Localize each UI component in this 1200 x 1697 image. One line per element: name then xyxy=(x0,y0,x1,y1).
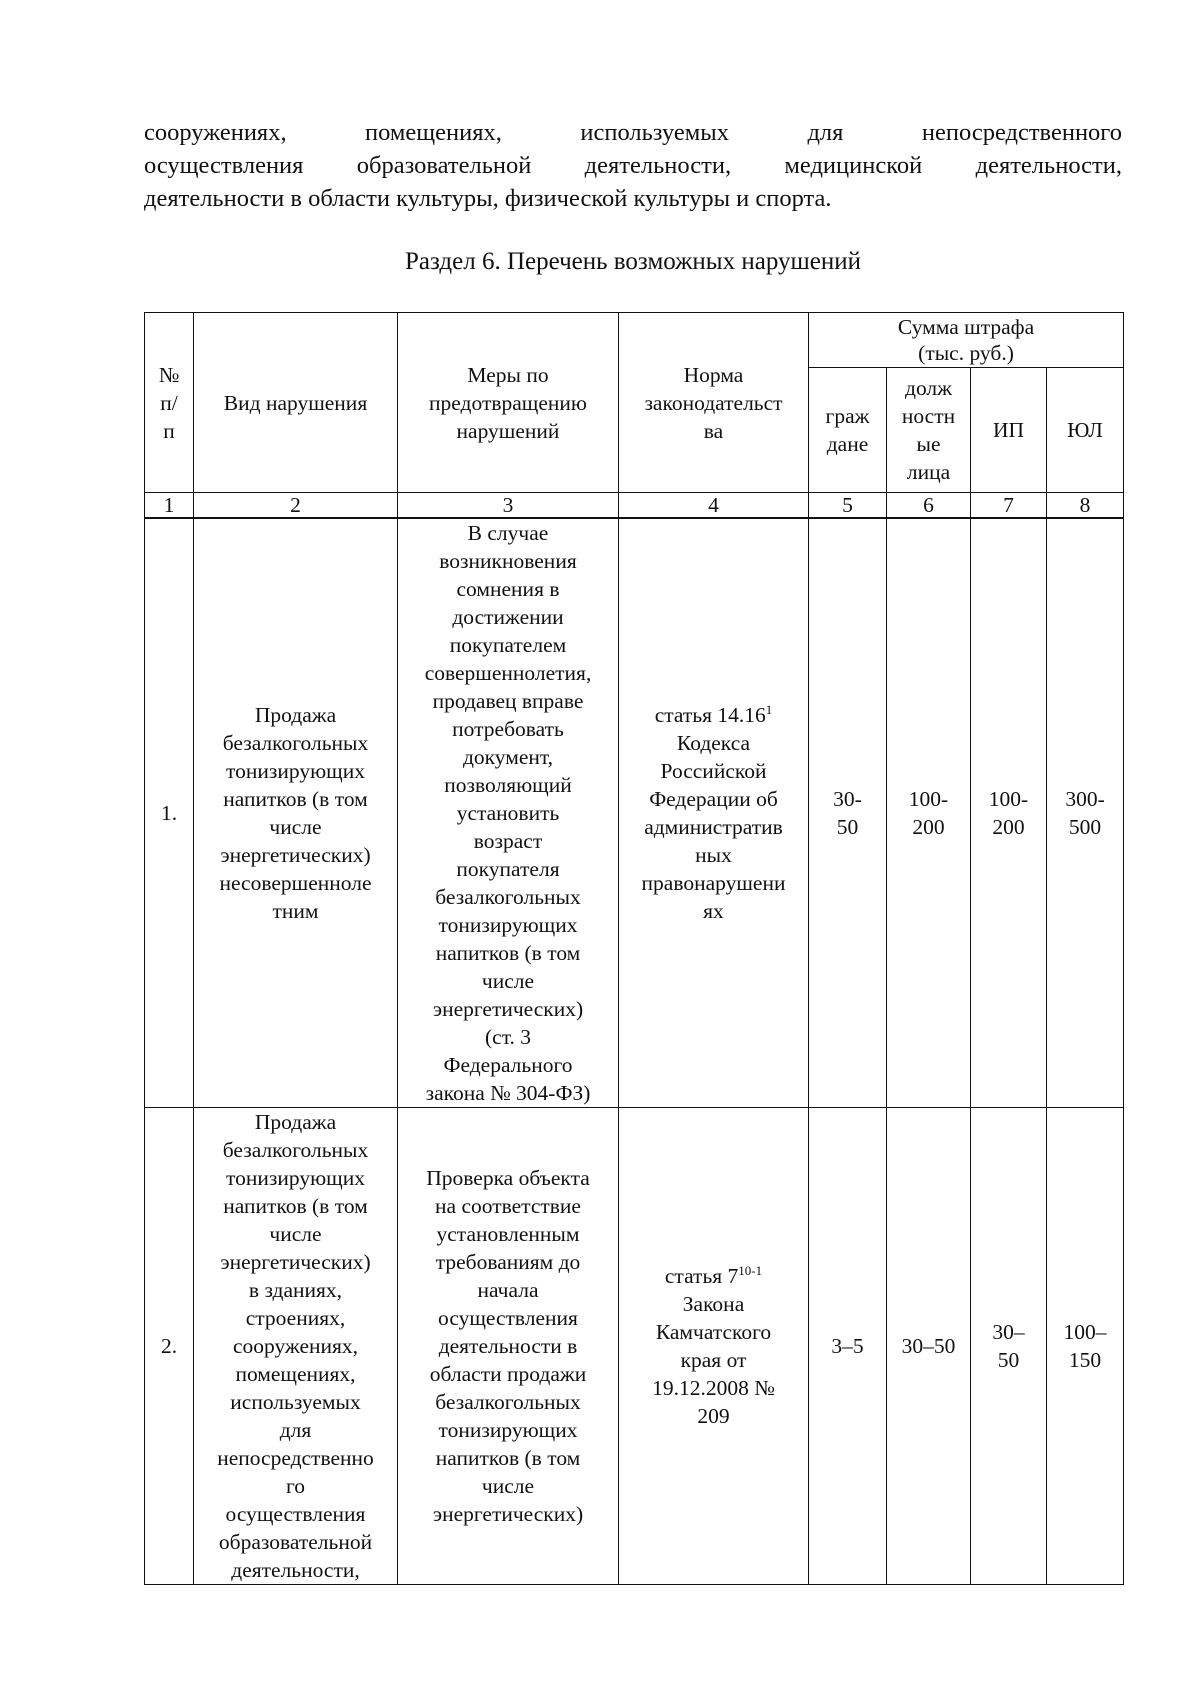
column-number: 2 xyxy=(194,493,398,519)
column-number: 7 xyxy=(971,493,1047,519)
header-fine-group: Сумма штрафа (тыс. руб.) xyxy=(809,313,1124,368)
header-citizens: граж дане xyxy=(809,368,887,493)
header-num: № п/ п xyxy=(145,313,194,493)
fine-ip: 100- 200 xyxy=(971,518,1047,1108)
column-number: 3 xyxy=(398,493,619,519)
fine-ip: 30– 50 xyxy=(971,1108,1047,1585)
fine-yul: 300- 500 xyxy=(1047,518,1124,1108)
fine-citizens: 30- 50 xyxy=(809,518,887,1108)
intro-line: сооружениях, помещениях, используемых для непосредственного xyxy=(144,119,1122,146)
header-measures: Меры по предотвращению нарушений xyxy=(398,313,619,493)
column-number: 1 xyxy=(145,493,194,519)
column-number: 6 xyxy=(887,493,971,519)
intro-paragraph xyxy=(144,116,1122,215)
fine-officials: 100- 200 xyxy=(887,518,971,1108)
law-source: Кодекса Российской Федерации об административ ных правонарушени ях xyxy=(641,731,786,923)
prevention-measures: В случае возникновения сомнения в достижении покупателем совершеннолетия, продавец вправе потребовать документ, позволяющий установить возраст покупателя безалкогольных тонизирующих напитков (в том числе энергетических) (ст. 3 Федерального закона № 304-ФЗ) xyxy=(398,518,619,1108)
law-article: статья 14.16 xyxy=(654,703,766,727)
law-reference xyxy=(619,518,809,1108)
column-numbers-row xyxy=(145,493,1124,519)
law-article: статья 7 xyxy=(664,1264,739,1288)
header-law: Норма законодательст ва xyxy=(619,313,809,493)
violation-type: Продажа безалкогольных тонизирующих напитков (в том числе энергетических) в зданиях, строениях, сооружениях, помещениях, используемых для непосредственно го осуществления образовательной деятельности, xyxy=(194,1108,398,1585)
table-row xyxy=(145,518,1124,1108)
law-article-superscript: 10-1 xyxy=(738,1262,763,1278)
header-officials: долж ностн ые лица xyxy=(887,368,971,493)
header-violation: Вид нарушения xyxy=(194,313,398,493)
column-number: 5 xyxy=(809,493,887,519)
intro-line: осуществления образовательной деятельности, медицинской деятельности, xyxy=(144,152,1122,179)
violations-table xyxy=(144,312,1124,1585)
law-reference xyxy=(619,1108,809,1585)
header-ip: ИП xyxy=(971,368,1047,493)
table-row xyxy=(145,1108,1124,1585)
row-number: 1. xyxy=(145,518,194,1108)
row-number: 2. xyxy=(145,1108,194,1585)
intro-line: деятельности в области культуры, физической культуры и спорта. xyxy=(144,185,832,212)
law-source: Закона Камчатского края от 19.12.2008 № 209 xyxy=(652,1292,775,1428)
column-number: 4 xyxy=(619,493,809,519)
column-number: 8 xyxy=(1047,493,1124,519)
law-article-superscript: 1 xyxy=(765,701,773,717)
prevention-measures: Проверка объекта на соответствие установленным требованиям до начала осуществления деятельности в области продажи безалкогольных тонизирующих напитков (в том числе энергетических) xyxy=(398,1108,619,1585)
fine-yul: 100– 150 xyxy=(1047,1108,1124,1585)
header-yul: ЮЛ xyxy=(1047,368,1124,493)
fine-officials: 30–50 xyxy=(887,1108,971,1585)
violation-type: Продажа безалкогольных тонизирующих напитков (в том числе энергетических) несовершенноле тним xyxy=(194,518,398,1108)
header-row xyxy=(145,313,1124,368)
fine-citizens: 3–5 xyxy=(809,1108,887,1585)
section-title: Раздел 6. Перечень возможных нарушений xyxy=(405,248,861,275)
